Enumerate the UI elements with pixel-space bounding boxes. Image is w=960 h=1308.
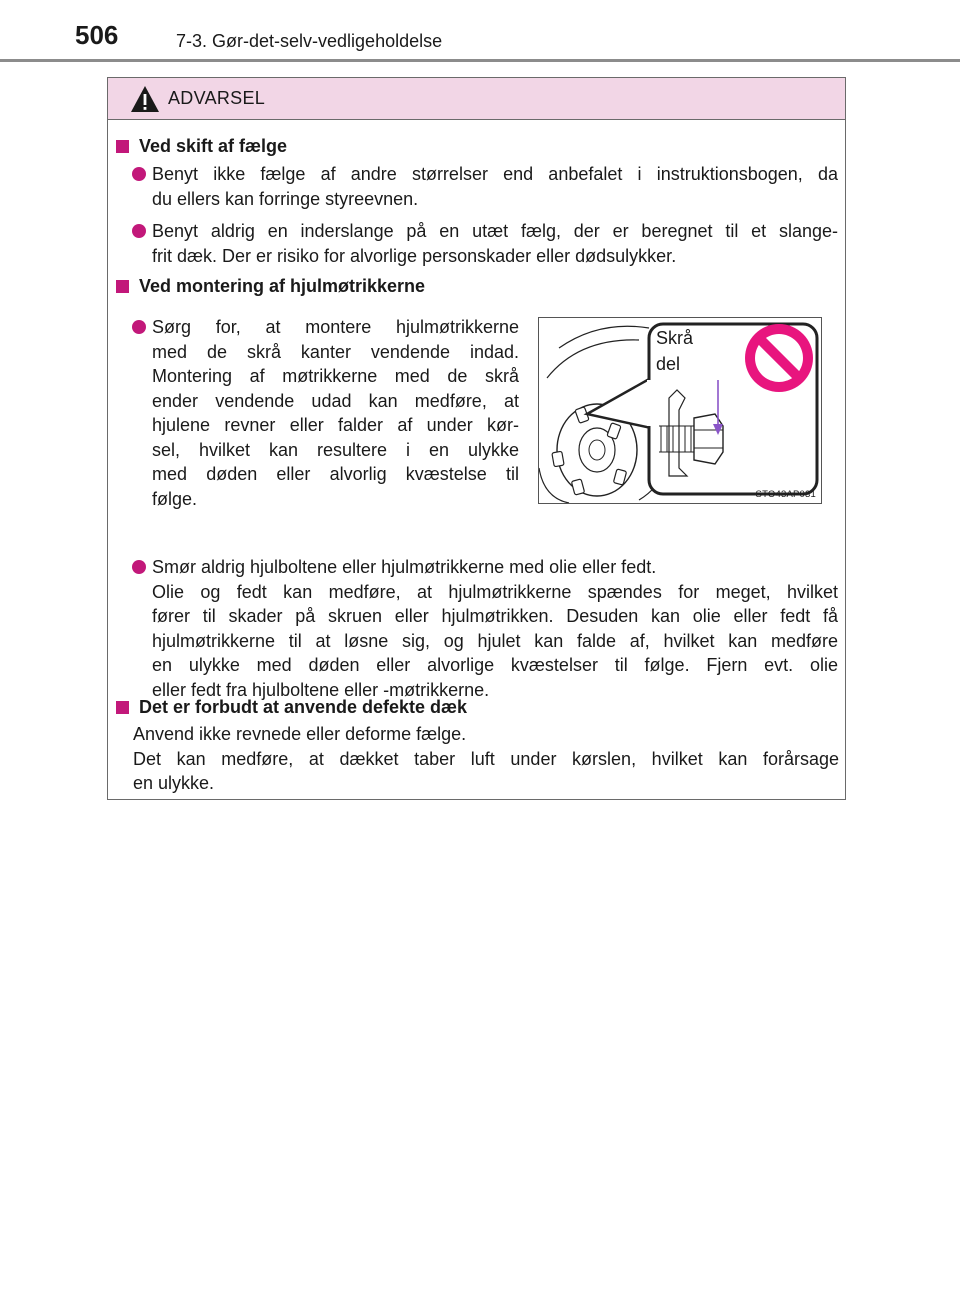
text-line: Smør aldrig hjulboltene eller hjulmøtrikkerne med olie eller fedt. [152, 557, 657, 577]
header-rule [0, 59, 960, 62]
section-paragraph [133, 722, 839, 796]
section-title: 7-3. Gør-det-selv-vedligeholdelse [176, 31, 443, 51]
section-heading [116, 697, 467, 718]
bullet-dot-icon [132, 320, 146, 334]
warning-box [107, 77, 846, 800]
bullet-paragraph [152, 315, 519, 511]
wheel-nut-figure [538, 317, 822, 504]
bullet-paragraph [152, 555, 838, 702]
text-line: eller fedt fra hjulboltene eller -møtrikkerne. [152, 679, 490, 700]
text-line: følge. [152, 488, 198, 509]
section-heading [116, 276, 425, 297]
warning-header [108, 78, 845, 120]
text-line: Det kan medføre, at dækket taber luft under kørslen, hvilket kan forårsage [133, 748, 839, 769]
text-line: Anvend ikke revnede eller deforme fælge. [133, 724, 467, 744]
text-line: en ulykke med døden eller alvorlige kvæstelser til følge. Fjern evt. olie [152, 655, 838, 675]
section-heading-text: Det er forbudt at anvende defekte dæk [139, 697, 468, 717]
figure-label: Skrå [656, 328, 694, 348]
text-line: Olie og fedt kan medføre, at hjulmøtrikkerne spændes for meget, hvilket [152, 581, 838, 602]
bullet-paragraph [152, 219, 838, 268]
text-line: frit dæk. Der er risiko for alvorlige personskader eller dødsulykker. [152, 245, 677, 266]
square-bullet-icon [116, 280, 129, 293]
text-line: sel, hvilket kan resultere i en ulykke [152, 439, 519, 460]
square-bullet-icon [116, 140, 129, 153]
text-line: Benyt ikke fælge af andre størrelser end anbefalet i instruktionsbogen, da [152, 164, 838, 184]
figure-label: del [656, 354, 681, 374]
warning-title: ADVARSEL [168, 88, 266, 108]
text-line: med døden eller alvorlig kvæstelse til [152, 464, 519, 484]
text-line: hjulene revner eller falder af under kør- [152, 415, 519, 435]
section-heading [116, 136, 287, 157]
square-bullet-icon [116, 701, 129, 714]
bullet-dot-icon [132, 560, 146, 574]
text-line: en ulykke. [133, 773, 215, 793]
figure-code: STO43AP031 [755, 489, 816, 500]
text-line: hjulmøtrikkerne til at løsne sig, og hjulet kan falde af, hvilket kan medføre [152, 630, 838, 651]
text-line: Montering af møtrikkerne med de skrå [152, 366, 519, 386]
page-number: 506 [75, 20, 119, 50]
text-line: Sørg for, at montere hjulmøtrikkerne [152, 317, 519, 337]
text-line: fører til skader på skruen eller hjulmøtrikken. Desuden kan olie eller fedt få [152, 606, 838, 626]
text-line: med de skrå kanter vendende indad. [152, 341, 519, 362]
section-heading-text: Ved montering af hjulmøtrikkerne [139, 276, 426, 296]
bullet-dot-icon [132, 224, 146, 238]
bullet-paragraph [152, 162, 838, 211]
text-line: du ellers kan forringe styreevnen. [152, 188, 419, 209]
warning-triangle-icon [130, 85, 160, 113]
bullet-dot-icon [132, 167, 146, 181]
text-line: ender vendende udad kan medføre, at [152, 390, 519, 411]
text-line: Benyt aldrig en inderslange på en utæt fælg, der er beregnet til et slange- [152, 221, 838, 241]
section-heading-text: Ved skift af fælge [139, 136, 288, 156]
